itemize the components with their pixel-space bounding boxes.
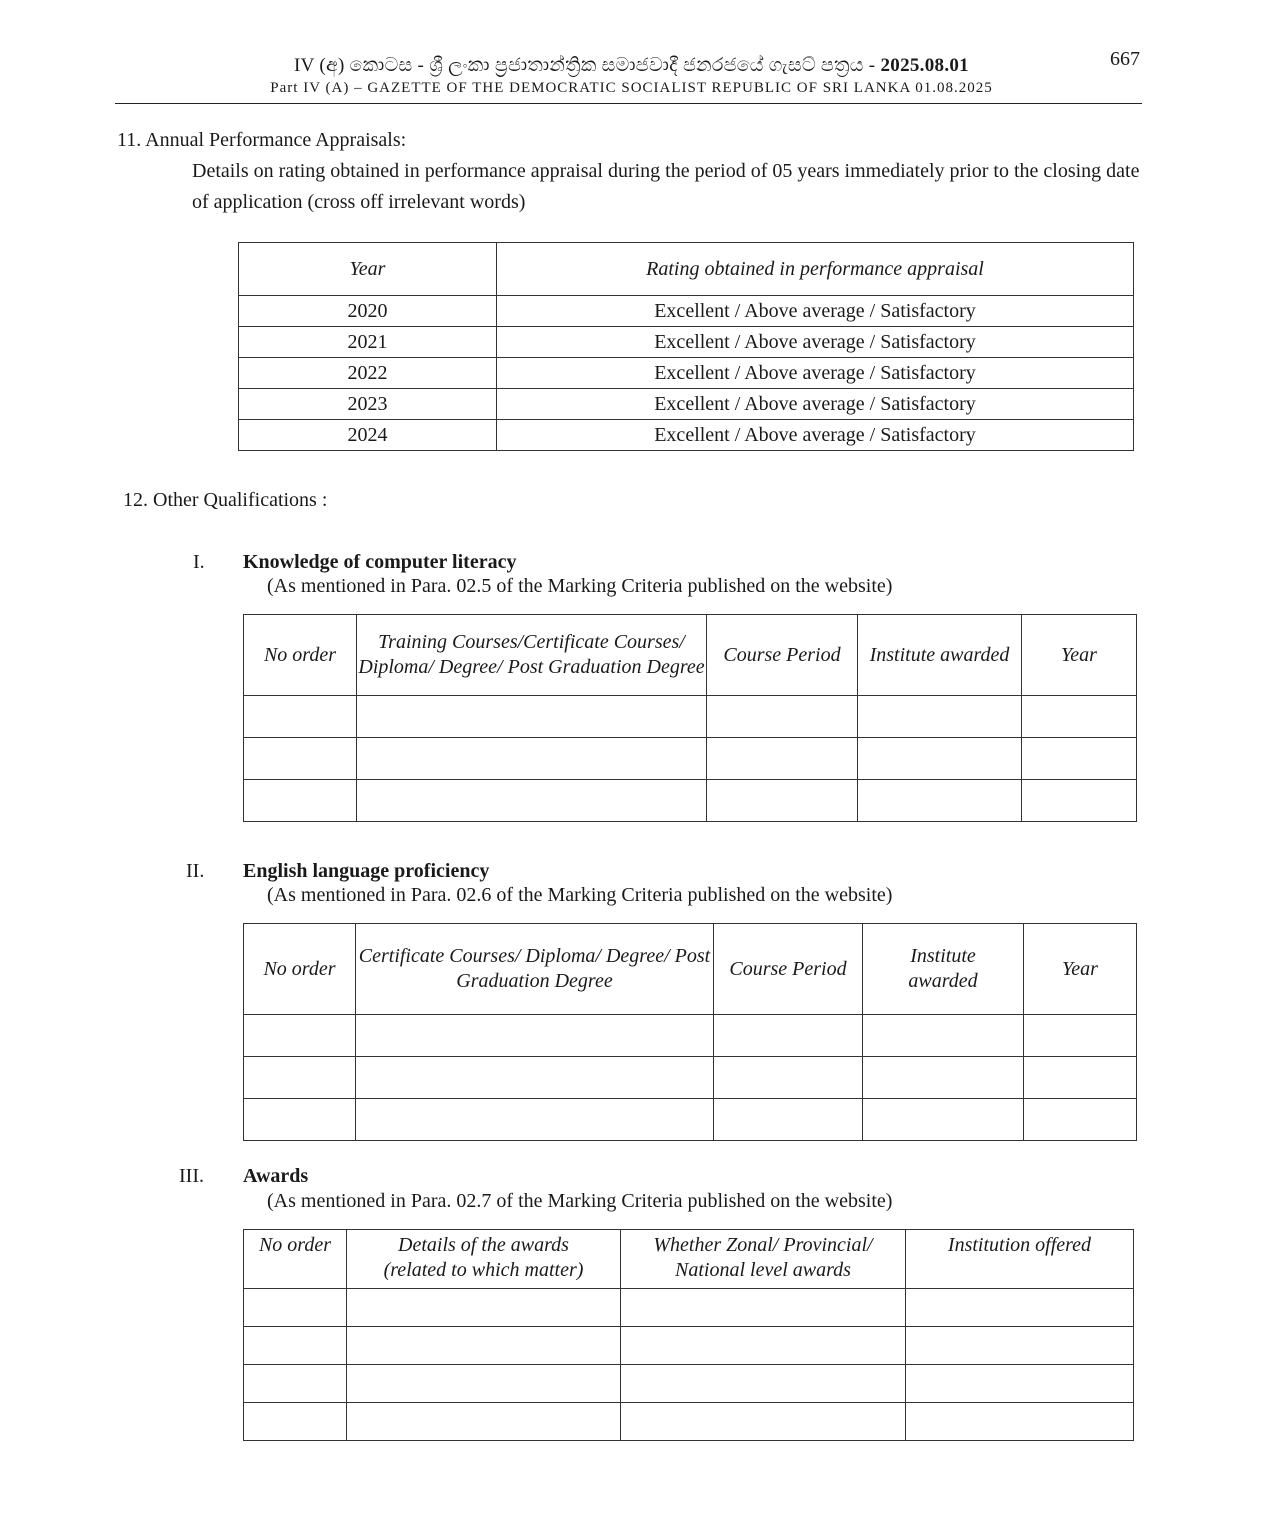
header-no-order: No order	[244, 615, 357, 696]
section-11-description: Details on rating obtained in performance appraisal during the period of 05 years immediately prior to the closing date of application (cross off irrelevant words)	[192, 160, 1140, 213]
header-rating: Rating obtained in performance appraisal	[497, 243, 1134, 296]
cell-year: 2020	[239, 296, 497, 327]
blank-cell[interactable]	[707, 696, 858, 738]
blank-cell[interactable]	[244, 780, 357, 822]
header-institute: Institute awarded	[858, 615, 1022, 696]
table-row	[244, 738, 1137, 780]
blank-cell[interactable]	[707, 780, 858, 822]
subsection-3-note: (As mentioned in Para. 02.7 of the Marking Criteria published on the website)	[267, 1190, 893, 1212]
table-row	[244, 1365, 1134, 1403]
blank-cell[interactable]	[621, 1289, 906, 1327]
header-year: Year	[1022, 615, 1137, 696]
header-institute: Institute awarded	[863, 924, 1024, 1015]
table-row	[244, 1057, 1137, 1099]
blank-cell[interactable]	[1022, 738, 1137, 780]
blank-cell[interactable]	[863, 1099, 1024, 1141]
subsection-1-title: Knowledge of computer literacy	[243, 551, 517, 573]
header-sinhala-text: IV (අ) කොටස - ශ්‍රී ලංකා ප්‍රජාතාන්ත්‍රික සමාජවාදී ජනරජයේ ගැසට් පත්‍රය -	[294, 55, 876, 76]
cell-year: 2023	[239, 389, 497, 420]
blank-cell[interactable]	[858, 738, 1022, 780]
blank-cell[interactable]	[906, 1365, 1134, 1403]
cell-year: 2024	[239, 420, 497, 451]
table-header-row	[244, 924, 1137, 1015]
table-row	[244, 1289, 1134, 1327]
cell-rating[interactable]: Excellent / Above average / Satisfactory	[497, 327, 1134, 358]
table-row	[244, 1015, 1137, 1057]
table-row	[239, 327, 1134, 358]
section-12-title: 12. Other Qualifications :	[123, 489, 328, 511]
header-year: Year	[1024, 924, 1137, 1015]
table-row	[244, 1327, 1134, 1365]
header-course-period: Course Period	[714, 924, 863, 1015]
appraisal-table	[238, 242, 1134, 451]
subsection-3-title: Awards	[243, 1165, 309, 1187]
blank-cell[interactable]	[1024, 1099, 1137, 1141]
table-row	[239, 389, 1134, 420]
header-courses: Certificate Courses/ Diploma/ Degree/ Post Graduation Degree	[356, 924, 714, 1015]
cell-year: 2021	[239, 327, 497, 358]
blank-cell[interactable]	[906, 1289, 1134, 1327]
table-row	[239, 296, 1134, 327]
header-year: Year	[239, 243, 497, 296]
subsection-2-title: English language proficiency	[243, 860, 490, 882]
blank-cell[interactable]	[858, 780, 1022, 822]
table-header-row	[244, 1230, 1134, 1289]
cell-rating[interactable]: Excellent / Above average / Satisfactory	[497, 358, 1134, 389]
blank-cell[interactable]	[347, 1365, 621, 1403]
blank-cell[interactable]	[621, 1327, 906, 1365]
subsection-3-number: III.	[179, 1165, 204, 1187]
blank-cell[interactable]	[347, 1403, 621, 1441]
blank-cell[interactable]	[906, 1403, 1134, 1441]
table-row	[244, 1099, 1137, 1141]
blank-cell[interactable]	[244, 1057, 356, 1099]
table-row	[244, 696, 1137, 738]
blank-cell[interactable]	[863, 1057, 1024, 1099]
header-no-order: No order	[244, 924, 356, 1015]
blank-cell[interactable]	[347, 1327, 621, 1365]
awards-table	[243, 1229, 1134, 1441]
blank-cell[interactable]	[714, 1099, 863, 1141]
blank-cell[interactable]	[1024, 1015, 1137, 1057]
page-number: 667	[1110, 48, 1140, 70]
blank-cell[interactable]	[244, 1365, 347, 1403]
table-row	[239, 420, 1134, 451]
blank-cell[interactable]	[858, 696, 1022, 738]
subsection-1-number: I.	[193, 551, 205, 573]
blank-cell[interactable]	[357, 738, 707, 780]
blank-cell[interactable]	[244, 1327, 347, 1365]
cell-rating[interactable]: Excellent / Above average / Satisfactory	[497, 420, 1134, 451]
blank-cell[interactable]	[906, 1327, 1134, 1365]
blank-cell[interactable]	[356, 1099, 714, 1141]
blank-cell[interactable]	[1022, 696, 1137, 738]
blank-cell[interactable]	[1022, 780, 1137, 822]
gazette-header-english: Part IV (A) – GAZETTE OF THE DEMOCRATIC SOCIALIST REPUBLIC OF SRI LANKA 01.08.2025	[270, 80, 993, 96]
table-row	[239, 358, 1134, 389]
blank-cell[interactable]	[714, 1057, 863, 1099]
header-sinhala-date: 2025.08.01	[880, 55, 969, 76]
cell-year: 2022	[239, 358, 497, 389]
blank-cell[interactable]	[714, 1015, 863, 1057]
subsection-1-note: (As mentioned in Para. 02.5 of the Marking Criteria published on the website)	[267, 575, 893, 597]
header-course-period: Course Period	[707, 615, 858, 696]
header-institution: Institution offered	[906, 1230, 1134, 1289]
cell-rating[interactable]: Excellent / Above average / Satisfactory	[497, 296, 1134, 327]
header-divider	[115, 103, 1142, 104]
english-proficiency-table	[243, 923, 1137, 1141]
subsection-2-note: (As mentioned in Para. 02.6 of the Marking Criteria published on the website)	[267, 884, 893, 906]
blank-cell[interactable]	[244, 738, 357, 780]
table-row	[244, 1403, 1134, 1441]
table-header-row	[244, 615, 1137, 696]
blank-cell[interactable]	[244, 1099, 356, 1141]
blank-cell[interactable]	[347, 1289, 621, 1327]
blank-cell[interactable]	[244, 1403, 347, 1441]
table-header-row	[239, 243, 1134, 296]
header-courses: Training Courses/Certificate Courses/ Diploma/ Degree/ Post Graduation Degree	[357, 615, 707, 696]
blank-cell[interactable]	[621, 1365, 906, 1403]
computer-literacy-table	[243, 614, 1137, 822]
section-11-title: 11. Annual Performance Appraisals:	[117, 129, 407, 151]
blank-cell[interactable]	[707, 738, 858, 780]
blank-cell[interactable]	[1024, 1057, 1137, 1099]
header-award-details: Details of the awards (related to which matter)	[347, 1230, 621, 1289]
header-award-level: Whether Zonal/ Provincial/ National level awards	[621, 1230, 906, 1289]
blank-cell[interactable]	[244, 1015, 356, 1057]
blank-cell[interactable]	[244, 696, 357, 738]
blank-cell[interactable]	[244, 1289, 347, 1327]
blank-cell[interactable]	[356, 1057, 714, 1099]
gazette-header-sinhala	[0, 55, 1263, 77]
blank-cell[interactable]	[356, 1015, 714, 1057]
subsection-2-number: II.	[186, 860, 205, 882]
blank-cell[interactable]	[357, 696, 707, 738]
blank-cell[interactable]	[621, 1403, 906, 1441]
table-row	[244, 780, 1137, 822]
header-no-order: No order	[244, 1230, 347, 1289]
blank-cell[interactable]	[357, 780, 707, 822]
blank-cell[interactable]	[863, 1015, 1024, 1057]
cell-rating[interactable]: Excellent / Above average / Satisfactory	[497, 389, 1134, 420]
